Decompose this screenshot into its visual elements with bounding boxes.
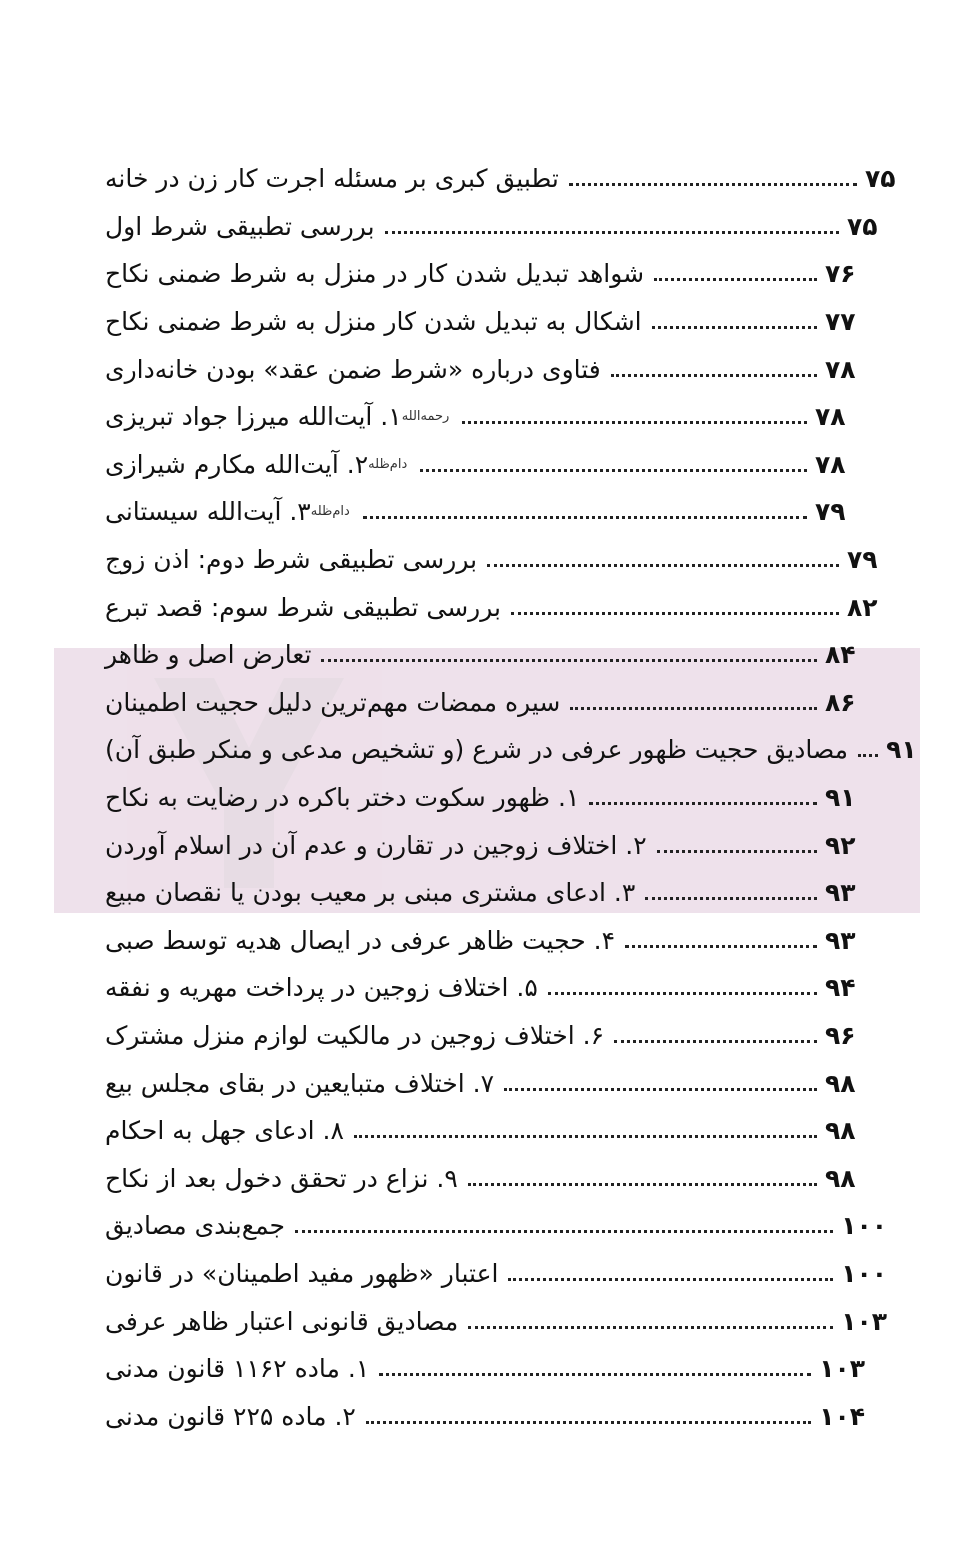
toc-entry[interactable] [105, 1345, 905, 1393]
honorific-mark: رحمه‌الله [401, 409, 450, 425]
toc-entry[interactable] [105, 726, 917, 774]
toc-entry-page: ۷۷ [825, 307, 856, 337]
toc-entry-title: جمع‌بندی مصادیق [105, 1211, 285, 1241]
toc-entry-page: ۹۸ [825, 1068, 856, 1098]
toc-entry-page: ۱۰۰ [841, 1211, 887, 1241]
toc-entry-title: ۲. اختلاف زوجین در تقارن و عدم آن در اسلام آوردن [105, 830, 647, 860]
toc-entry[interactable] [105, 679, 905, 727]
toc-entry-title: تعارض اصل و ظاهر [105, 640, 312, 670]
toc-entry-title: ۱. ماده ۱۱۶۲ قانون مدنی [105, 1354, 370, 1384]
toc-entry[interactable] [105, 203, 905, 251]
toc-entry-title: سیره ممضات مهم‌ترین دلیل حجیت اطمینان [105, 687, 561, 717]
dot-leader [321, 659, 817, 662]
dot-leader [548, 992, 817, 995]
dot-leader [611, 374, 817, 377]
toc-entry-page: ۷۸ [815, 402, 846, 432]
toc-entry[interactable] [105, 631, 905, 679]
toc-entry-page: ۹۶ [825, 1020, 856, 1050]
toc-entry-title: ۱. آیت‌الله میرزا جواد تبریزی [105, 402, 402, 432]
dot-leader [858, 754, 878, 757]
toc-entry-title: ۶. اختلاف زوجین در مالکیت لوازم منزل مشترک [105, 1020, 605, 1050]
toc-entry-title: ۲. ماده ۲۲۵ قانون مدنی [105, 1401, 356, 1431]
toc-entry[interactable] [105, 821, 905, 869]
toc-entry-page: ۷۵ [865, 164, 896, 194]
toc-entry[interactable] [105, 1012, 905, 1060]
toc-entry[interactable] [105, 1392, 905, 1440]
toc-entry-page: ۹۱ [825, 783, 856, 813]
toc-entry-title: مصادیق حجیت ظهور عرفی در شرع (و تشخیص مدعی و منکر طبق آن) [105, 735, 849, 765]
toc-entry-page: ۷۹ [815, 497, 846, 527]
dot-leader [363, 516, 807, 519]
table-of-contents [105, 155, 917, 1440]
toc-entry-title: ۱. ظهور سکوت دختر باکره در رضایت به نکاح [105, 783, 580, 813]
dot-leader [379, 1373, 811, 1376]
toc-entry-title: شواهد تبدیل شدن کار در منزل به شرط ضمنی نکاح [105, 259, 645, 289]
toc-entry[interactable] [105, 441, 905, 489]
toc-entry-page: ۹۸ [825, 1163, 856, 1193]
toc-entry[interactable] [105, 345, 905, 393]
toc-entry[interactable] [105, 250, 905, 298]
toc-entry-title: ۴. حجیت ظاهر عرفی در ایصال هدیه توسط صبی [105, 925, 616, 955]
toc-entry-page: ۷۹ [847, 545, 878, 575]
toc-entry-title: ۵. اختلاف زوجین در پرداخت مهریه و نفقه [105, 973, 538, 1003]
dot-leader [295, 1230, 833, 1233]
toc-entry[interactable] [105, 393, 905, 441]
dot-leader [354, 1135, 817, 1138]
toc-entry-page: ۱۰۰ [841, 1258, 887, 1288]
dot-leader [462, 421, 807, 424]
toc-entry-page: ۸۶ [825, 687, 856, 717]
toc-entry-title: مصادیق قانونی اعتبار ظاهر عرفی [105, 1306, 459, 1336]
honorific-mark: دام‌ظله [368, 456, 408, 472]
dot-leader [657, 850, 817, 853]
toc-entry[interactable] [105, 1297, 905, 1345]
toc-entry-title: ۸. ادعای جهل به احکام [105, 1116, 344, 1146]
toc-entry-title: اشکال به تبدیل شدن کار منزل به شرط ضمنی نکاح [105, 307, 642, 337]
dot-leader [487, 564, 839, 567]
toc-entry[interactable] [105, 774, 905, 822]
honorific-mark: دام‌ظله [310, 504, 350, 520]
toc-entry[interactable] [105, 298, 905, 346]
toc-entry-page: ۱۰۳ [819, 1354, 865, 1384]
toc-entry-title: اعتبار «ظهور مفید اطمینان» در قانون [105, 1258, 499, 1288]
toc-entry[interactable] [105, 1107, 905, 1155]
dot-leader [654, 278, 817, 281]
toc-entry-page: ۷۶ [825, 259, 856, 289]
dot-leader [468, 1183, 817, 1186]
toc-entry-title: ۳. ادعای مشتری مبنی بر معیب بودن یا نقصان مبیع [105, 878, 636, 908]
dot-leader [385, 231, 839, 234]
dot-leader [589, 802, 817, 805]
toc-entry-title: تطبیق کبری بر مسئله اجرت کار زن در خانه [105, 164, 559, 194]
toc-entry[interactable] [105, 1154, 905, 1202]
toc-entry[interactable] [105, 869, 905, 917]
toc-entry-page: ۸۴ [825, 640, 856, 670]
toc-entry[interactable] [105, 488, 905, 536]
toc-entry-page: ۹۳ [825, 878, 856, 908]
toc-entry-page: ۱۰۳ [841, 1306, 887, 1336]
toc-entry[interactable] [105, 917, 905, 965]
toc-entry-page: ۷۸ [825, 354, 856, 384]
toc-entry-page: ۹۱ [886, 735, 917, 765]
toc-entry-title: ۹. نزاع در تحقق دخول بعد از نکاح [105, 1163, 458, 1193]
toc-entry[interactable] [105, 1059, 905, 1107]
dot-leader [645, 897, 817, 900]
toc-entry-page: ۹۳ [825, 925, 856, 955]
dot-leader [511, 612, 839, 615]
toc-entry[interactable] [105, 1250, 905, 1298]
toc-entry-title: بررسی تطبیقی شرط اول [105, 211, 375, 241]
toc-entry-title: ۳. آیت‌الله سیستانی [105, 497, 311, 527]
toc-entry-page: ۱۰۴ [819, 1401, 865, 1431]
dot-leader [570, 707, 817, 710]
toc-entry-title: فتاوی درباره «شرط ضمن عقد» بودن خانه‌داری [105, 354, 601, 384]
toc-entry-title: ۷. اختلاف متبایعین در بقای مجلس بیع [105, 1068, 495, 1098]
dot-leader [366, 1421, 811, 1424]
toc-entry[interactable] [105, 964, 905, 1012]
toc-entry-page: ۸۲ [847, 592, 878, 622]
toc-entry[interactable] [105, 1202, 905, 1250]
toc-entry[interactable] [105, 155, 905, 203]
toc-entry[interactable] [105, 583, 905, 631]
toc-entry-page: ۹۲ [825, 830, 856, 860]
toc-entry-title: بررسی تطبیقی شرط سوم: قصد تبرع [105, 592, 501, 622]
dot-leader [420, 469, 807, 472]
toc-entry-page: ۹۸ [825, 1116, 856, 1146]
toc-entry-page: ۷۸ [815, 449, 846, 479]
dot-leader [614, 1040, 817, 1043]
dot-leader [625, 945, 817, 948]
dot-leader [569, 183, 857, 186]
dot-leader [504, 1088, 817, 1091]
dot-leader [652, 326, 817, 329]
toc-entry-title: ۲. آیت‌الله مکارم شیرازی [105, 449, 369, 479]
toc-entry-title: بررسی تطبیقی شرط دوم: اذن زوج [105, 545, 478, 575]
toc-entry[interactable] [105, 536, 905, 584]
dot-leader [508, 1278, 833, 1281]
dot-leader [468, 1326, 833, 1329]
toc-entry-page: ۷۵ [847, 211, 878, 241]
toc-entry-page: ۹۴ [825, 973, 856, 1003]
